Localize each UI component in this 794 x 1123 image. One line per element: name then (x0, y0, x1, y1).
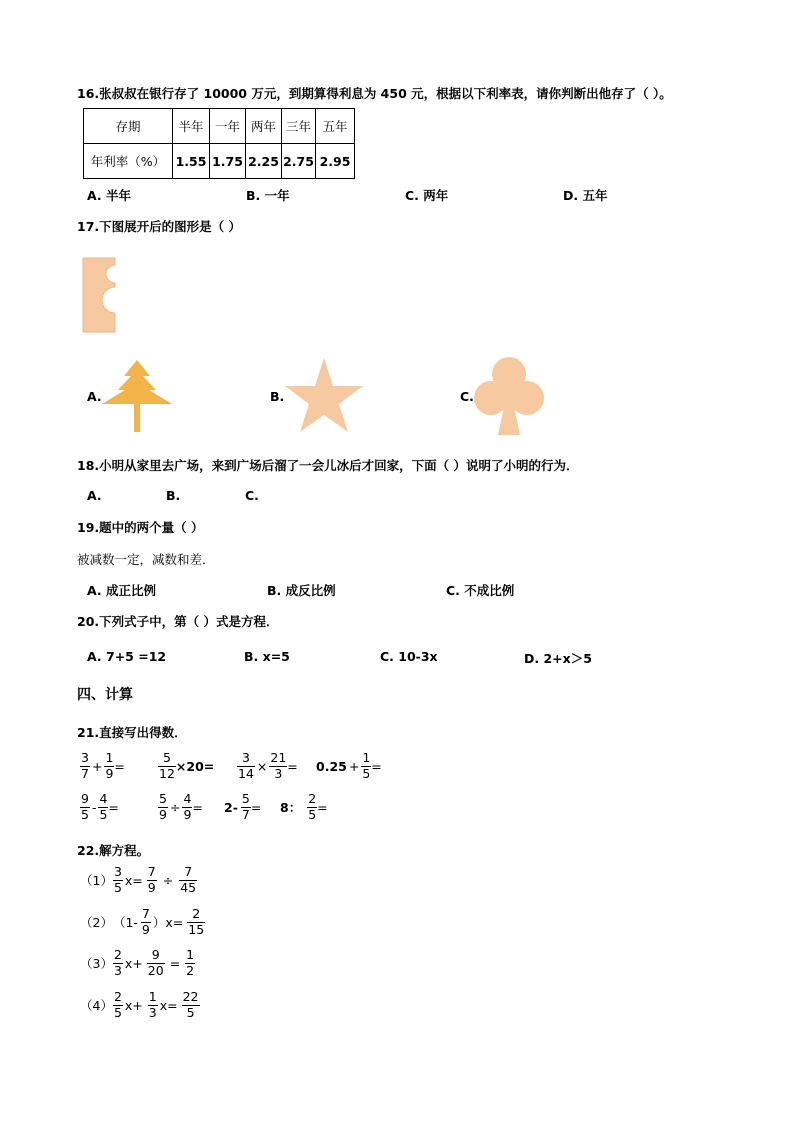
q17-option-a: A. (87, 389, 102, 404)
q22-text: 22.解方程。 (77, 843, 150, 858)
q21-item-c: $\frac{3}{14}$ × $\frac{21}{3}$ = (238, 750, 298, 781)
q21-item-e: $\frac{9}{5}$ - $\frac{4}{5}$ = (81, 791, 119, 822)
q18-option-c: C. (245, 488, 259, 503)
q17-option-b: B. (270, 389, 285, 404)
table-cell: 2.25 (246, 144, 282, 179)
table-cell: 1.75 (210, 144, 246, 179)
q18-text: 18.小明从家里去广场，来到广场后溜了一会儿冰后才回家，下面（ ）说明了小明的行为． (77, 458, 579, 473)
q22-equation-4: （4） $\frac{2}{5}$ x+ $\frac{1}{3}$ x= $\frac{22}{5}$ (80, 989, 199, 1020)
table-cell: 2.95 (316, 144, 355, 179)
club-shape-image (474, 354, 544, 438)
q22-equation-2: （2） （1- $\frac{7}{9}$ ）x= $\frac{2}{15}$ (80, 906, 205, 937)
table-header-cell: 半年 (173, 109, 210, 144)
q19-subtext: 被减数一定，减数和差． (77, 552, 215, 567)
q21-text: 21.直接写出得数． (77, 725, 187, 740)
q16-option-d: D. 五年 (563, 188, 608, 203)
section-title: 四、计算 (77, 687, 133, 703)
q19-option-b: B. 成反比例 (267, 583, 336, 598)
q16-option-c: C. 两年 (405, 188, 449, 203)
q22-equation-1: （1） $\frac{3}{5}$ x= $\frac{7}{9}$ ÷ $\frac{7}{45}$ (80, 864, 197, 895)
q21-item-a: $\frac{3}{7}$ + $\frac{1}{9}$ = (81, 750, 125, 781)
table-header-cell: 存期 (84, 109, 173, 144)
table-cell: 年利率（%） (84, 144, 173, 179)
q19-option-a: A. 成正比例 (87, 583, 157, 598)
table-header-cell: 两年 (246, 109, 282, 144)
interest-rate-table (83, 108, 355, 179)
table-cell: 2.75 (282, 144, 316, 179)
q20-option-c: C. 10-3x (380, 649, 438, 664)
table-header-cell: 一年 (210, 109, 246, 144)
q21-item-h: 8： $\frac{2}{5}$ = (280, 791, 328, 822)
q19-option-c: C. 不成比例 (446, 583, 515, 598)
q20-option-d: D. 2+x＞5 (524, 651, 592, 666)
q21-item-b: $\frac{5}{12}$ ×20= (159, 750, 215, 781)
q17-text: 17.下图展开后的图形是（ ） (77, 219, 241, 234)
q21-item-g: 2- $\frac{5}{7}$ = (224, 791, 262, 822)
table-cell: 1.55 (173, 144, 210, 179)
q16-option-a: A. 半年 (87, 188, 132, 203)
star-shape-image (283, 356, 365, 434)
folded-shape-image (80, 255, 120, 335)
q20-option-b: B. x=5 (244, 649, 290, 664)
q22-equation-3: （3） $\frac{2}{3}$ x+ $\frac{9}{20}$ = $\frac{1}{2}$ (80, 947, 195, 978)
q17-option-c: C. (460, 389, 474, 404)
table-header-cell: 五年 (316, 109, 355, 144)
q18-option-b: B. (166, 488, 181, 503)
q19-text: 19.题中的两个量（ ） (77, 520, 204, 535)
q21-item-d: 0.25 + $\frac{1}{5}$ = (316, 750, 382, 781)
tree-shape-image (98, 358, 176, 434)
q21-item-f: $\frac{5}{9}$ ÷ $\frac{4}{9}$ = (159, 791, 203, 822)
q16-option-b: B. 一年 (246, 188, 290, 203)
q16-text: 16.张叔叔在银行存了 10000 万元，到期算得利息为 450 元，根据以下利率表，请你判断出他存了（ ）。 (77, 86, 672, 101)
q20-text: 20.下列式子中，第（ ）式是方程． (77, 614, 279, 629)
q18-option-a: A. (87, 488, 102, 503)
table-header-cell: 三年 (282, 109, 316, 144)
q20-option-a: A. 7+5 =12 (87, 649, 167, 664)
